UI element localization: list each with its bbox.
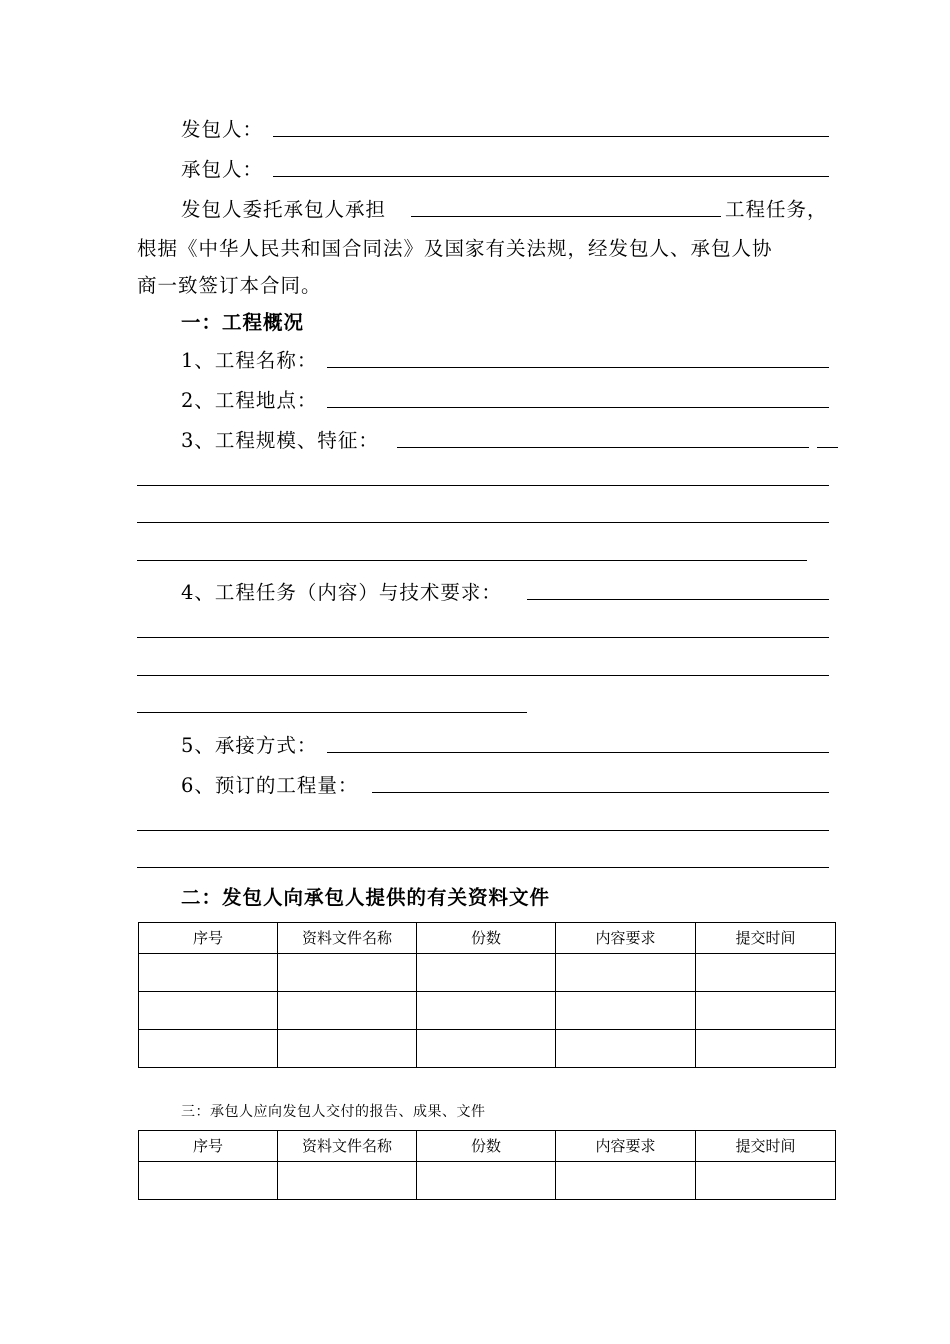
table-cell[interactable] [278, 954, 417, 992]
project-tasks-label: 4、工程任务（内容）与技术要求： [181, 581, 502, 604]
employer-blank[interactable] [273, 136, 829, 137]
employer-label: 发包人： [181, 118, 264, 141]
project-scale-blank-2[interactable] [137, 485, 829, 486]
planned-quantity-label: 6、预订的工程量： [181, 774, 359, 797]
table-cell[interactable] [139, 1030, 278, 1068]
table-header-row [139, 1131, 836, 1162]
table-cell[interactable] [278, 1030, 417, 1068]
table-cell[interactable] [556, 1030, 696, 1068]
project-scale-blank-4[interactable] [137, 560, 807, 561]
column-header: 内容要求 [556, 923, 696, 954]
employer-documents-table [138, 922, 836, 1068]
table-header-row [139, 923, 836, 954]
column-header: 份数 [417, 923, 556, 954]
table-cell[interactable] [278, 1162, 417, 1200]
table-cell[interactable] [417, 1030, 556, 1068]
table-cell[interactable] [139, 1162, 278, 1200]
contractor-label: 承包人： [181, 158, 264, 181]
project-task-blank[interactable] [411, 216, 721, 217]
project-name-blank[interactable] [327, 367, 829, 368]
table-row [139, 1162, 836, 1200]
table-cell[interactable] [417, 1162, 556, 1200]
project-tasks-blank-3[interactable] [137, 675, 829, 676]
column-header: 提交时间 [696, 1131, 836, 1162]
table-cell[interactable] [696, 1030, 836, 1068]
intro-line-3: 商一致签订本合同。 [137, 274, 322, 297]
table-cell[interactable] [556, 954, 696, 992]
table-cell[interactable] [139, 992, 278, 1030]
contractor-deliverables-table [138, 1130, 836, 1200]
table-cell[interactable] [696, 1162, 836, 1200]
table-cell[interactable] [696, 954, 836, 992]
column-header: 资料文件名称 [278, 923, 417, 954]
column-header: 份数 [417, 1131, 556, 1162]
column-header: 资料文件名称 [278, 1131, 417, 1162]
section1-heading: 一：工程概况 [181, 311, 305, 334]
section3-heading: 三：承包人应向发包人交付的报告、成果、文件 [181, 1104, 486, 1120]
column-header: 序号 [139, 1131, 278, 1162]
project-scale-blank[interactable] [397, 447, 809, 448]
project-tasks-blank-4[interactable] [137, 712, 527, 713]
project-tasks-blank-2[interactable] [137, 637, 829, 638]
column-header: 内容要求 [556, 1131, 696, 1162]
table-cell[interactable] [556, 1162, 696, 1200]
project-tasks-blank[interactable] [527, 599, 829, 600]
contract-mode-label: 5、承接方式： [181, 734, 318, 757]
table-cell[interactable] [556, 992, 696, 1030]
column-header: 序号 [139, 923, 278, 954]
table-cell[interactable] [417, 992, 556, 1030]
table-row [139, 1030, 836, 1068]
planned-quantity-blank-2[interactable] [137, 830, 829, 831]
intro-end: 工程任务， [725, 198, 828, 221]
project-scale-blank-3[interactable] [137, 522, 829, 523]
project-location-label: 2、工程地点： [181, 389, 318, 412]
table-cell[interactable] [139, 954, 278, 992]
table-cell[interactable] [278, 992, 417, 1030]
project-scale-label: 3、工程规模、特征： [181, 429, 379, 452]
planned-quantity-blank[interactable] [372, 792, 829, 793]
section2-heading: 二：发包人向承包人提供的有关资料文件 [181, 886, 551, 909]
column-header: 提交时间 [696, 923, 836, 954]
contract-mode-blank[interactable] [327, 752, 829, 753]
table-cell[interactable] [696, 992, 836, 1030]
intro-line-2: 根据《中华人民共和国合同法》及国家有关法规，经发包人、承包人协 [137, 237, 773, 260]
planned-quantity-blank-3[interactable] [137, 867, 829, 868]
project-location-blank[interactable] [327, 407, 829, 408]
project-name-label: 1、工程名称： [181, 349, 318, 372]
project-scale-blank-tail [817, 447, 838, 448]
table-row [139, 954, 836, 992]
contractor-blank[interactable] [273, 176, 829, 177]
table-cell[interactable] [417, 954, 556, 992]
table-row [139, 992, 836, 1030]
intro-start: 发包人委托承包人承担 [181, 198, 387, 221]
